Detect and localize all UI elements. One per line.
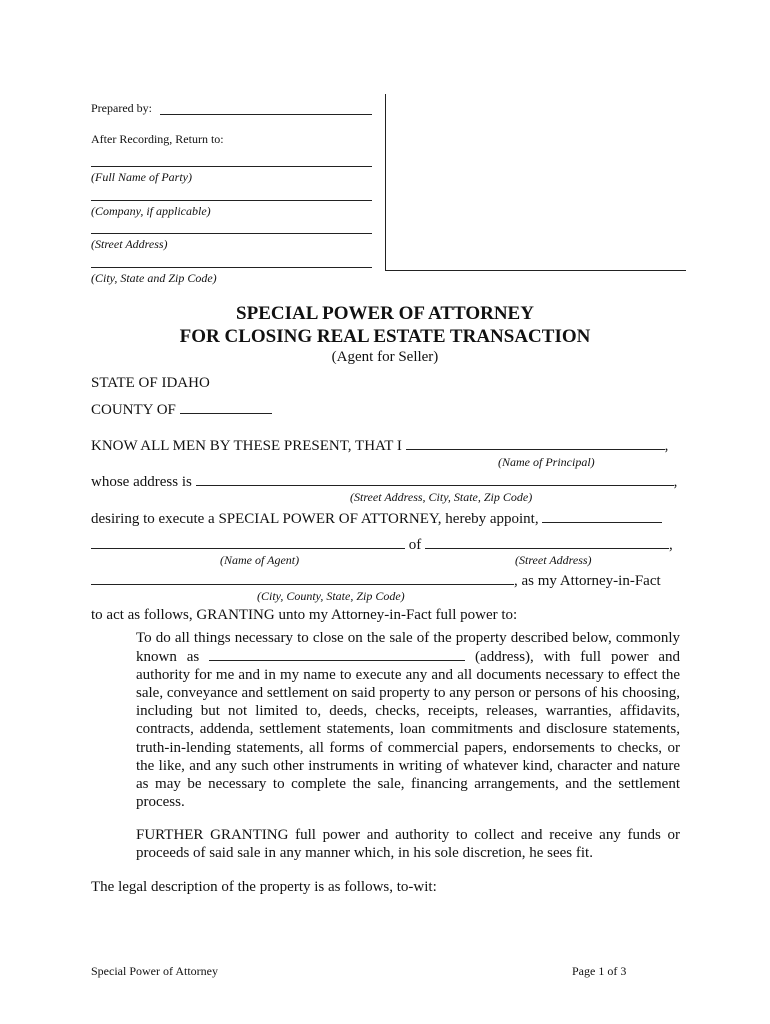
principal-address-blank[interactable] <box>196 472 674 486</box>
document-title-line2: FOR CLOSING REAL ESTATE TRANSACTION <box>179 326 591 347</box>
to-act-line: to act as follows, GRANTING unto my Attorney-in-Fact full power to: <box>91 607 518 623</box>
page-number: Page 1 of 3 <box>572 964 627 978</box>
powers-paragraph: To do all things necessary to close on the sale of the property described below, commonly known as (address), with full power and authority for me and in my name to execute any and all documents necessary to effect the sale, conveyance and settlement on said property to any person or persons of his choosing, including but not limited to, deeds, checks, receipts, releases, warranties, affidavits, contracts, addenda, settlement statements, loan commitments and disclosure statements, truth-in-lending statements, all forms of commercial papers, endorsements to checks, or the like, and any such other instruments in writing of whatever kind, character and nature as may be necessary to complete the sale, financing arrangements, and the settlement process. <box>136 630 681 810</box>
agent-city-label: (City, County, State, Zip Code) <box>257 589 405 603</box>
further-granting-paragraph: FURTHER GRANTING full power and authority to collect and receive any funds or proceeds of said sale in any manner which, in his sole discretion, he sees fit. <box>136 827 680 862</box>
desiring-line: desiring to execute a SPECIAL POWER OF ATTORNEY, hereby appoint, <box>91 509 662 528</box>
state-line: STATE OF IDAHO <box>91 375 210 391</box>
street-line[interactable] <box>91 233 372 234</box>
agent-name-blank[interactable] <box>91 535 405 549</box>
principal-name-blank[interactable] <box>406 436 665 450</box>
city-label: (City, State and Zip Code) <box>91 271 217 285</box>
prepared-by-line[interactable] <box>160 114 372 115</box>
company-line[interactable] <box>91 200 372 201</box>
street-label: (Street Address) <box>91 237 168 251</box>
agent-name-label: (Name of Agent) <box>220 553 300 567</box>
principal-name-label: (Name of Principal) <box>498 455 595 469</box>
agent-address-label: (Street Address) <box>515 553 592 567</box>
document-subtitle: (Agent for Seller) <box>331 349 439 365</box>
prepared-by-label: Prepared by: <box>91 101 152 115</box>
agent-address-blank[interactable] <box>425 535 669 549</box>
footer-title: Special Power of Attorney <box>91 964 218 978</box>
after-recording-label: After Recording, Return to: <box>91 132 224 146</box>
county-line: COUNTY OF <box>91 400 272 419</box>
county-blank[interactable] <box>180 400 272 414</box>
know-all-line: KNOW ALL MEN BY THESE PRESENT, THAT I , <box>91 438 669 454</box>
legal-description-line: The legal description of the property is as follows, to-wit: <box>91 879 437 895</box>
agent-city-blank[interactable] <box>91 571 514 585</box>
agent-line: of , <box>91 535 673 554</box>
principal-address-label: (Street Address, City, State, Zip Code) <box>350 490 533 504</box>
document-title: SPECIAL POWER OF ATTORNEY <box>236 303 534 324</box>
full-name-line[interactable] <box>91 166 372 167</box>
property-address-blank[interactable] <box>209 647 465 661</box>
whose-address-line: whose address is , <box>91 474 678 490</box>
appoint-blank[interactable] <box>542 509 662 523</box>
city-line[interactable] <box>91 267 372 268</box>
agent-city-line: , as my Attorney-in-Fact <box>91 571 661 590</box>
recording-box-left-border <box>385 94 386 271</box>
company-label: (Company, if applicable) <box>91 204 211 218</box>
full-name-label: (Full Name of Party) <box>91 170 192 184</box>
recording-box-bottom-border <box>385 270 686 271</box>
